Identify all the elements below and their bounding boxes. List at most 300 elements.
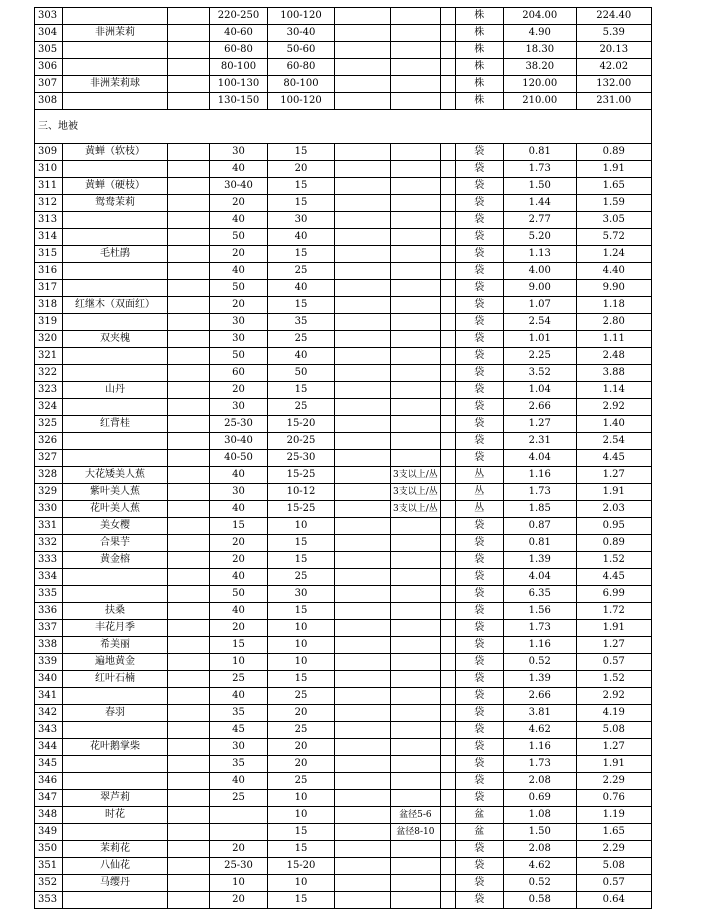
empty-cell xyxy=(440,501,455,518)
table-row xyxy=(35,450,652,467)
height-cell: 40 xyxy=(210,603,268,620)
table-row xyxy=(35,790,652,807)
empty-cell xyxy=(440,297,455,314)
unit-cell: 袋 xyxy=(455,450,503,467)
table-row xyxy=(35,518,652,535)
price-cell: 1.04 xyxy=(503,382,576,399)
height-cell: 220-250 xyxy=(210,8,268,25)
plant-name-cell: 翠芦莉 xyxy=(63,790,168,807)
price-with-tax-cell: 6.99 xyxy=(576,586,651,603)
empty-cell xyxy=(440,42,455,59)
empty-cell xyxy=(168,8,210,25)
table-row xyxy=(35,331,652,348)
empty-cell xyxy=(168,450,210,467)
table-row xyxy=(35,841,652,858)
spec-cell xyxy=(391,178,441,195)
empty-cell xyxy=(440,280,455,297)
unit-cell: 袋 xyxy=(455,212,503,229)
unit-cell: 袋 xyxy=(455,875,503,892)
price-with-tax-cell: 5.39 xyxy=(576,25,651,42)
price-with-tax-cell: 1.40 xyxy=(576,416,651,433)
price-cell: 1.27 xyxy=(503,416,576,433)
unit-cell: 袋 xyxy=(455,620,503,637)
height-cell: 40-60 xyxy=(210,25,268,42)
row-number-cell: 334 xyxy=(35,569,63,586)
width-cell: 15 xyxy=(268,824,335,841)
unit-cell: 丛 xyxy=(455,501,503,518)
plant-name-cell xyxy=(63,42,168,59)
row-number-cell: 341 xyxy=(35,688,63,705)
empty-cell xyxy=(440,212,455,229)
empty-cell xyxy=(335,722,391,739)
table-row xyxy=(35,399,652,416)
empty-cell xyxy=(335,586,391,603)
height-cell: 35 xyxy=(210,756,268,773)
price-with-tax-cell: 1.65 xyxy=(576,824,651,841)
empty-cell xyxy=(168,705,210,722)
empty-cell xyxy=(335,246,391,263)
empty-cell xyxy=(168,620,210,637)
row-number-cell: 323 xyxy=(35,382,63,399)
unit-cell: 袋 xyxy=(455,586,503,603)
empty-cell xyxy=(168,144,210,161)
empty-cell xyxy=(335,314,391,331)
plant-name-cell xyxy=(63,263,168,280)
price-cell: 1.16 xyxy=(503,467,576,484)
row-number-cell: 318 xyxy=(35,297,63,314)
width-cell: 10-12 xyxy=(268,484,335,501)
spec-cell xyxy=(391,875,441,892)
plant-name-cell xyxy=(63,212,168,229)
empty-cell xyxy=(335,569,391,586)
height-cell: 40 xyxy=(210,263,268,280)
height-cell: 30-40 xyxy=(210,433,268,450)
price-cell: 0.81 xyxy=(503,144,576,161)
price-with-tax-cell: 1.65 xyxy=(576,178,651,195)
height-cell: 30 xyxy=(210,331,268,348)
table-row xyxy=(35,263,652,280)
table-row xyxy=(35,25,652,42)
unit-cell: 袋 xyxy=(455,416,503,433)
empty-cell xyxy=(440,382,455,399)
unit-cell: 株 xyxy=(455,93,503,110)
spec-cell xyxy=(391,195,441,212)
price-with-tax-cell: 0.57 xyxy=(576,654,651,671)
empty-cell xyxy=(440,892,455,909)
empty-cell xyxy=(440,756,455,773)
empty-cell xyxy=(335,42,391,59)
width-cell: 15 xyxy=(268,246,335,263)
width-cell: 15 xyxy=(268,382,335,399)
price-cell: 18.30 xyxy=(503,42,576,59)
empty-cell xyxy=(335,331,391,348)
price-with-tax-cell: 1.91 xyxy=(576,484,651,501)
table-row xyxy=(35,688,652,705)
empty-cell xyxy=(440,229,455,246)
empty-cell xyxy=(168,399,210,416)
table-row xyxy=(35,603,652,620)
unit-cell: 袋 xyxy=(455,722,503,739)
empty-cell xyxy=(335,841,391,858)
price-with-tax-cell: 5.72 xyxy=(576,229,651,246)
table-row xyxy=(35,229,652,246)
width-cell: 15 xyxy=(268,297,335,314)
table-row xyxy=(35,501,652,518)
row-number-cell: 320 xyxy=(35,331,63,348)
row-number-cell: 333 xyxy=(35,552,63,569)
price-cell: 3.52 xyxy=(503,365,576,382)
table-row xyxy=(35,773,652,790)
price-cell: 0.52 xyxy=(503,654,576,671)
empty-cell xyxy=(335,59,391,76)
unit-cell: 袋 xyxy=(455,552,503,569)
empty-cell xyxy=(335,212,391,229)
price-with-tax-cell: 9.90 xyxy=(576,280,651,297)
row-number-cell: 322 xyxy=(35,365,63,382)
price-cell: 210.00 xyxy=(503,93,576,110)
row-number-cell: 328 xyxy=(35,467,63,484)
empty-cell xyxy=(440,552,455,569)
price-with-tax-cell: 1.27 xyxy=(576,637,651,654)
table-row xyxy=(35,76,652,93)
empty-cell xyxy=(440,8,455,25)
price-cell: 2.77 xyxy=(503,212,576,229)
width-cell: 15-25 xyxy=(268,467,335,484)
price-with-tax-cell: 0.57 xyxy=(576,875,651,892)
width-cell: 30 xyxy=(268,586,335,603)
empty-cell xyxy=(168,212,210,229)
unit-cell: 袋 xyxy=(455,229,503,246)
plant-name-cell: 茉莉花 xyxy=(63,841,168,858)
width-cell: 30 xyxy=(268,212,335,229)
row-number-cell: 315 xyxy=(35,246,63,263)
row-number-cell: 305 xyxy=(35,42,63,59)
height-cell: 30-40 xyxy=(210,178,268,195)
price-cell: 1.73 xyxy=(503,756,576,773)
plant-name-cell xyxy=(63,569,168,586)
empty-cell xyxy=(335,790,391,807)
price-with-tax-cell: 231.00 xyxy=(576,93,651,110)
width-cell: 10 xyxy=(268,518,335,535)
spec-cell xyxy=(391,212,441,229)
empty-cell xyxy=(168,433,210,450)
plant-name-cell xyxy=(63,892,168,909)
spec-cell xyxy=(391,348,441,365)
unit-cell: 袋 xyxy=(455,161,503,178)
unit-cell: 袋 xyxy=(455,518,503,535)
width-cell: 15-25 xyxy=(268,501,335,518)
empty-cell xyxy=(168,756,210,773)
price-with-tax-cell: 1.91 xyxy=(576,620,651,637)
empty-cell xyxy=(335,892,391,909)
empty-cell xyxy=(440,841,455,858)
table-row xyxy=(35,144,652,161)
empty-cell xyxy=(168,501,210,518)
spec-cell xyxy=(391,382,441,399)
empty-cell xyxy=(335,416,391,433)
row-number-cell: 313 xyxy=(35,212,63,229)
plant-name-cell: 红背桂 xyxy=(63,416,168,433)
unit-cell: 盆 xyxy=(455,807,503,824)
height-cell xyxy=(210,807,268,824)
price-with-tax-cell: 1.59 xyxy=(576,195,651,212)
price-cell: 120.00 xyxy=(503,76,576,93)
price-cell: 204.00 xyxy=(503,8,576,25)
empty-cell xyxy=(335,161,391,178)
width-cell: 15-20 xyxy=(268,416,335,433)
price-with-tax-cell: 1.91 xyxy=(576,161,651,178)
row-number-cell: 316 xyxy=(35,263,63,280)
empty-cell xyxy=(335,807,391,824)
spec-cell xyxy=(391,773,441,790)
empty-cell xyxy=(335,484,391,501)
price-cell: 4.62 xyxy=(503,722,576,739)
price-with-tax-cell: 2.92 xyxy=(576,688,651,705)
empty-cell xyxy=(440,858,455,875)
spec-cell xyxy=(391,654,441,671)
empty-cell xyxy=(335,824,391,841)
empty-cell xyxy=(168,331,210,348)
plant-name-cell: 双夹槐 xyxy=(63,331,168,348)
plant-name-cell: 红继木（双面红） xyxy=(63,297,168,314)
height-cell: 10 xyxy=(210,875,268,892)
width-cell: 20-25 xyxy=(268,433,335,450)
spec-cell xyxy=(391,705,441,722)
plant-name-cell: 希美丽 xyxy=(63,637,168,654)
plant-name-cell xyxy=(63,824,168,841)
row-number-cell: 350 xyxy=(35,841,63,858)
height-cell: 25 xyxy=(210,671,268,688)
unit-cell: 袋 xyxy=(455,569,503,586)
price-cell: 0.87 xyxy=(503,518,576,535)
unit-cell: 袋 xyxy=(455,280,503,297)
plant-name-cell: 鸳鸯茉莉 xyxy=(63,195,168,212)
plant-name-cell xyxy=(63,8,168,25)
price-cell: 1.56 xyxy=(503,603,576,620)
unit-cell: 丛 xyxy=(455,467,503,484)
height-cell: 15 xyxy=(210,518,268,535)
table-row xyxy=(35,671,652,688)
price-cell: 4.62 xyxy=(503,858,576,875)
table-row xyxy=(35,586,652,603)
plant-name-cell: 毛杜鹃 xyxy=(63,246,168,263)
price-cell: 0.81 xyxy=(503,535,576,552)
price-cell: 1.39 xyxy=(503,671,576,688)
spec-cell xyxy=(391,416,441,433)
price-cell: 0.69 xyxy=(503,790,576,807)
row-number-cell: 337 xyxy=(35,620,63,637)
width-cell: 50-60 xyxy=(268,42,335,59)
table-row xyxy=(35,569,652,586)
empty-cell xyxy=(440,314,455,331)
width-cell: 15 xyxy=(268,552,335,569)
empty-cell xyxy=(168,93,210,110)
price-with-tax-cell: 4.45 xyxy=(576,450,651,467)
width-cell: 15 xyxy=(268,178,335,195)
table-row xyxy=(35,93,652,110)
row-number-cell: 346 xyxy=(35,773,63,790)
row-number-cell: 319 xyxy=(35,314,63,331)
table-row xyxy=(35,246,652,263)
empty-cell xyxy=(440,144,455,161)
price-cell: 1.16 xyxy=(503,739,576,756)
width-cell: 10 xyxy=(268,637,335,654)
spec-cell xyxy=(391,620,441,637)
empty-cell xyxy=(440,722,455,739)
unit-cell: 袋 xyxy=(455,671,503,688)
price-cell: 1.07 xyxy=(503,297,576,314)
empty-cell xyxy=(335,688,391,705)
width-cell: 30-40 xyxy=(268,25,335,42)
empty-cell xyxy=(440,688,455,705)
height-cell: 20 xyxy=(210,382,268,399)
spec-cell xyxy=(391,399,441,416)
unit-cell: 袋 xyxy=(455,144,503,161)
unit-cell: 袋 xyxy=(455,858,503,875)
empty-cell xyxy=(335,671,391,688)
height-cell: 20 xyxy=(210,246,268,263)
empty-cell xyxy=(335,467,391,484)
plant-name-cell: 时花 xyxy=(63,807,168,824)
plant-name-cell: 非洲茉莉球 xyxy=(63,76,168,93)
row-number-cell: 310 xyxy=(35,161,63,178)
unit-cell: 袋 xyxy=(455,331,503,348)
empty-cell xyxy=(335,263,391,280)
height-cell: 40 xyxy=(210,688,268,705)
unit-cell: 袋 xyxy=(455,756,503,773)
empty-cell xyxy=(440,467,455,484)
empty-cell xyxy=(440,59,455,76)
empty-cell xyxy=(168,42,210,59)
height-cell: 25-30 xyxy=(210,858,268,875)
price-cell: 4.90 xyxy=(503,25,576,42)
empty-cell xyxy=(168,25,210,42)
height-cell: 25 xyxy=(210,790,268,807)
plant-name-cell xyxy=(63,688,168,705)
width-cell: 10 xyxy=(268,654,335,671)
unit-cell: 袋 xyxy=(455,705,503,722)
unit-cell: 袋 xyxy=(455,195,503,212)
empty-cell xyxy=(335,280,391,297)
width-cell: 15 xyxy=(268,841,335,858)
empty-cell xyxy=(168,603,210,620)
row-number-cell: 325 xyxy=(35,416,63,433)
row-number-cell: 308 xyxy=(35,93,63,110)
price-with-tax-cell: 132.00 xyxy=(576,76,651,93)
empty-cell xyxy=(440,586,455,603)
row-number-cell: 309 xyxy=(35,144,63,161)
empty-cell xyxy=(168,382,210,399)
row-number-cell: 347 xyxy=(35,790,63,807)
width-cell: 35 xyxy=(268,314,335,331)
price-cell: 2.66 xyxy=(503,688,576,705)
height-cell xyxy=(210,824,268,841)
empty-cell xyxy=(335,297,391,314)
empty-cell xyxy=(168,535,210,552)
height-cell: 80-100 xyxy=(210,59,268,76)
empty-cell xyxy=(168,688,210,705)
spec-cell xyxy=(391,76,441,93)
empty-cell xyxy=(168,773,210,790)
empty-cell xyxy=(168,229,210,246)
price-with-tax-cell: 2.92 xyxy=(576,399,651,416)
empty-cell xyxy=(168,841,210,858)
row-number-cell: 314 xyxy=(35,229,63,246)
price-cell: 0.52 xyxy=(503,875,576,892)
row-number-cell: 327 xyxy=(35,450,63,467)
width-cell: 40 xyxy=(268,348,335,365)
height-cell: 10 xyxy=(210,654,268,671)
row-number-cell: 326 xyxy=(35,433,63,450)
height-cell: 20 xyxy=(210,620,268,637)
unit-cell: 袋 xyxy=(455,841,503,858)
empty-cell xyxy=(440,161,455,178)
empty-cell xyxy=(168,348,210,365)
plant-name-cell xyxy=(63,756,168,773)
price-with-tax-cell: 3.88 xyxy=(576,365,651,382)
price-table-body xyxy=(35,8,652,909)
unit-cell: 袋 xyxy=(455,314,503,331)
row-number-cell: 312 xyxy=(35,195,63,212)
empty-cell xyxy=(335,195,391,212)
row-number-cell: 306 xyxy=(35,59,63,76)
table-row xyxy=(35,756,652,773)
height-cell: 60-80 xyxy=(210,42,268,59)
table-row xyxy=(35,59,652,76)
spec-cell xyxy=(391,790,441,807)
spec-cell xyxy=(391,722,441,739)
row-number-cell: 303 xyxy=(35,8,63,25)
empty-cell xyxy=(335,229,391,246)
empty-cell xyxy=(168,654,210,671)
row-number-cell: 345 xyxy=(35,756,63,773)
empty-cell xyxy=(440,433,455,450)
row-number-cell: 330 xyxy=(35,501,63,518)
empty-cell xyxy=(335,518,391,535)
row-number-cell: 349 xyxy=(35,824,63,841)
width-cell: 20 xyxy=(268,705,335,722)
unit-cell: 袋 xyxy=(455,382,503,399)
height-cell: 30 xyxy=(210,314,268,331)
table-row xyxy=(35,705,652,722)
empty-cell xyxy=(335,178,391,195)
price-cell: 2.25 xyxy=(503,348,576,365)
empty-cell xyxy=(335,875,391,892)
price-cell: 1.73 xyxy=(503,161,576,178)
height-cell: 30 xyxy=(210,739,268,756)
width-cell: 20 xyxy=(268,161,335,178)
price-cell: 2.54 xyxy=(503,314,576,331)
empty-cell xyxy=(335,450,391,467)
empty-cell xyxy=(440,603,455,620)
width-cell: 15 xyxy=(268,892,335,909)
height-cell: 130-150 xyxy=(210,93,268,110)
row-number-cell: 307 xyxy=(35,76,63,93)
empty-cell xyxy=(440,331,455,348)
spec-cell xyxy=(391,569,441,586)
plant-name-cell: 扶桑 xyxy=(63,603,168,620)
price-with-tax-cell: 0.95 xyxy=(576,518,651,535)
plant-name-cell xyxy=(63,773,168,790)
empty-cell xyxy=(168,280,210,297)
empty-cell xyxy=(168,195,210,212)
empty-cell xyxy=(440,790,455,807)
plant-name-cell: 美女樱 xyxy=(63,518,168,535)
unit-cell: 盆 xyxy=(455,824,503,841)
width-cell: 25 xyxy=(268,688,335,705)
price-with-tax-cell: 1.11 xyxy=(576,331,651,348)
price-cell: 4.04 xyxy=(503,569,576,586)
